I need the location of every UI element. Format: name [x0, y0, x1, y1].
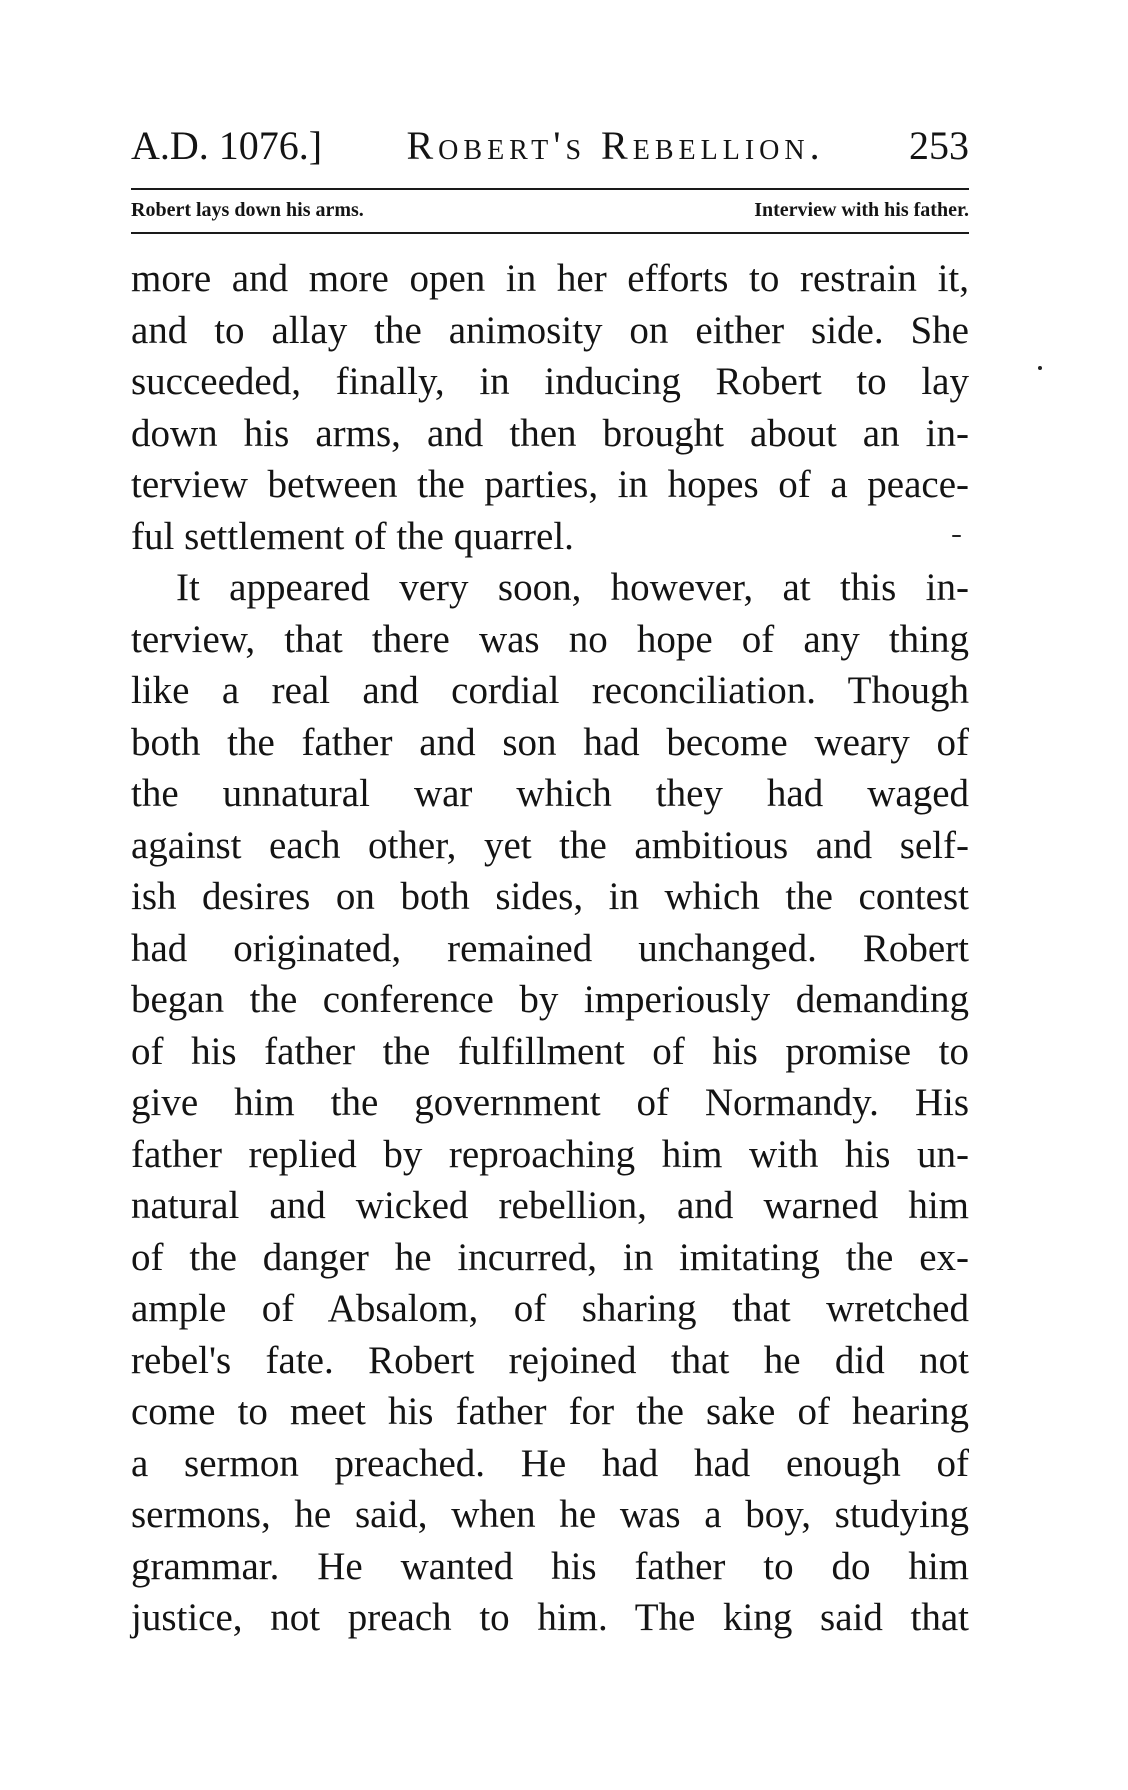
text-line: ish desires on both sides, in which the contest — [131, 875, 969, 918]
text-line: had originated, remained unchanged. Robert — [131, 926, 969, 970]
text-line: ful settlement of the quarrel. — [131, 514, 574, 558]
text-line: come to meet his father for the sake of hearing — [131, 1390, 969, 1433]
text-line: like a real and cordial reconciliation. Though — [131, 669, 969, 712]
text-line: succeeded, finally, in inducing Robert to lay — [131, 360, 969, 403]
text-line: father replied by reproaching him with his un- — [131, 1132, 969, 1176]
text-line: give him the government of Normandy. His — [131, 1081, 969, 1124]
paragraph — [131, 562, 969, 1644]
sidenotes — [131, 196, 969, 224]
text-line: and to allay the animosity on either side. She — [131, 308, 969, 352]
page-number: 253 — [909, 123, 969, 168]
scan-speck — [952, 535, 961, 537]
text-line: rebel's fate. Robert rejoined that he did not — [131, 1338, 969, 1382]
header-date: A.D. 1076.] — [131, 123, 323, 168]
text-line: both the father and son had become weary of — [131, 720, 969, 764]
text-line: down his arms, and then brought about an in- — [131, 411, 969, 455]
text-line: a sermon preached. He had had enough of — [131, 1441, 969, 1485]
running-head — [131, 120, 969, 172]
text-line: justice, not preach to him. The king said that — [131, 1596, 969, 1639]
text-line: terview, that there was no hope of any thing — [131, 617, 969, 661]
text-line: against each other, yet the ambitious and self- — [131, 823, 969, 867]
text-line: more and more open in her efforts to restrain it, — [131, 257, 969, 300]
text-line: of his father the fulfillment of his promise to — [131, 1029, 969, 1073]
body-text — [131, 253, 969, 1644]
text-line: ample of Absalom, of sharing that wretched — [131, 1287, 969, 1330]
sidenote-rule — [131, 232, 969, 234]
text-line: began the conference by imperiously demanding — [131, 978, 969, 1021]
text-line: the unnatural war which they had waged — [131, 772, 969, 815]
text-line: grammar. He wanted his father to do him — [131, 1544, 969, 1588]
text-line: of the danger he incurred, in imitating the ex- — [131, 1235, 969, 1279]
sidenote-left: Robert lays down his arms. — [131, 199, 364, 221]
header-title: Robert's Rebellion. — [406, 123, 825, 168]
text-line: It appeared very soon, however, at this in- — [176, 566, 969, 609]
text-line: sermons, he said, when he was a boy, studying — [131, 1493, 969, 1536]
sidenote-right: Interview with his father. — [754, 199, 969, 221]
scan-speck — [1038, 366, 1042, 370]
text-line: terview between the parties, in hopes of a peace- — [131, 463, 969, 506]
header-rule — [131, 188, 969, 190]
paragraph — [131, 253, 969, 562]
text-line: natural and wicked rebellion, and warned him — [131, 1184, 969, 1227]
